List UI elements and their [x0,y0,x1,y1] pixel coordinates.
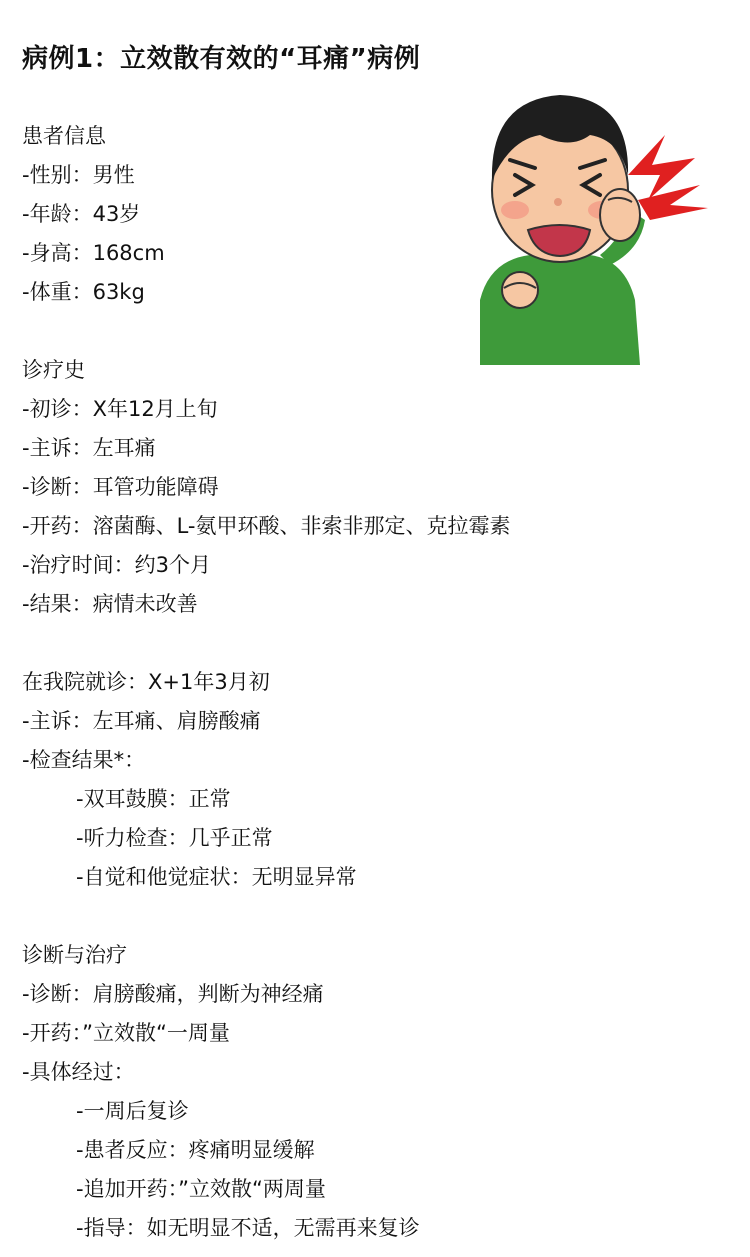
list-item: -初诊：X年12月上旬 [22,397,218,421]
list-item: -结果：病情未改善 [22,592,198,616]
sub-list-item: -指导：如无明显不适，无需再来复诊 [76,1216,420,1240]
list-item: -主诉：左耳痛 [22,436,156,460]
list-item: -诊断：耳管功能障碍 [22,475,219,499]
list-item: -身高：168cm [22,241,165,265]
list-item: -检查结果*： [22,748,146,772]
list-item: -性别：男性 [22,163,135,187]
section-heading-visit: 在我院就诊：X+1年3月初 [22,670,270,694]
sub-list-item: -患者反应：疼痛明显缓解 [76,1138,315,1162]
sub-list-item: -自觉和他觉症状：无明显异常 [76,865,357,889]
sub-list-item: -追加开药：”立效散“两周量 [76,1177,326,1201]
page-title: 病例1：立效散有效的“耳痛”病例 [22,44,421,74]
list-item: -年龄：43岁 [22,202,141,226]
list-item: -开药：”立效散“一周量 [22,1021,230,1045]
section-heading-history: 诊疗史 [22,358,85,382]
section-heading-diagnosis: 诊断与治疗 [22,943,127,967]
sub-list-item: -一周后复诊 [76,1099,189,1123]
section-heading-patient-info: 患者信息 [22,124,106,148]
list-item: -治疗时间：约3个月 [22,553,211,577]
list-item: -体重：63kg [22,280,145,304]
sub-list-item: -听力检查：几乎正常 [76,826,273,850]
ear-pain-boy-icon [460,80,710,365]
sub-list-item: -双耳鼓膜：正常 [76,787,231,811]
list-item: -开药：溶菌酶、L-氨甲环酸、非索非那定、克拉霉素 [22,514,511,538]
list-item: -具体经过： [22,1060,135,1084]
list-item: -诊断：肩膀酸痛，判断为神经痛 [22,982,324,1006]
list-item: -主诉：左耳痛、肩膀酸痛 [22,709,261,733]
